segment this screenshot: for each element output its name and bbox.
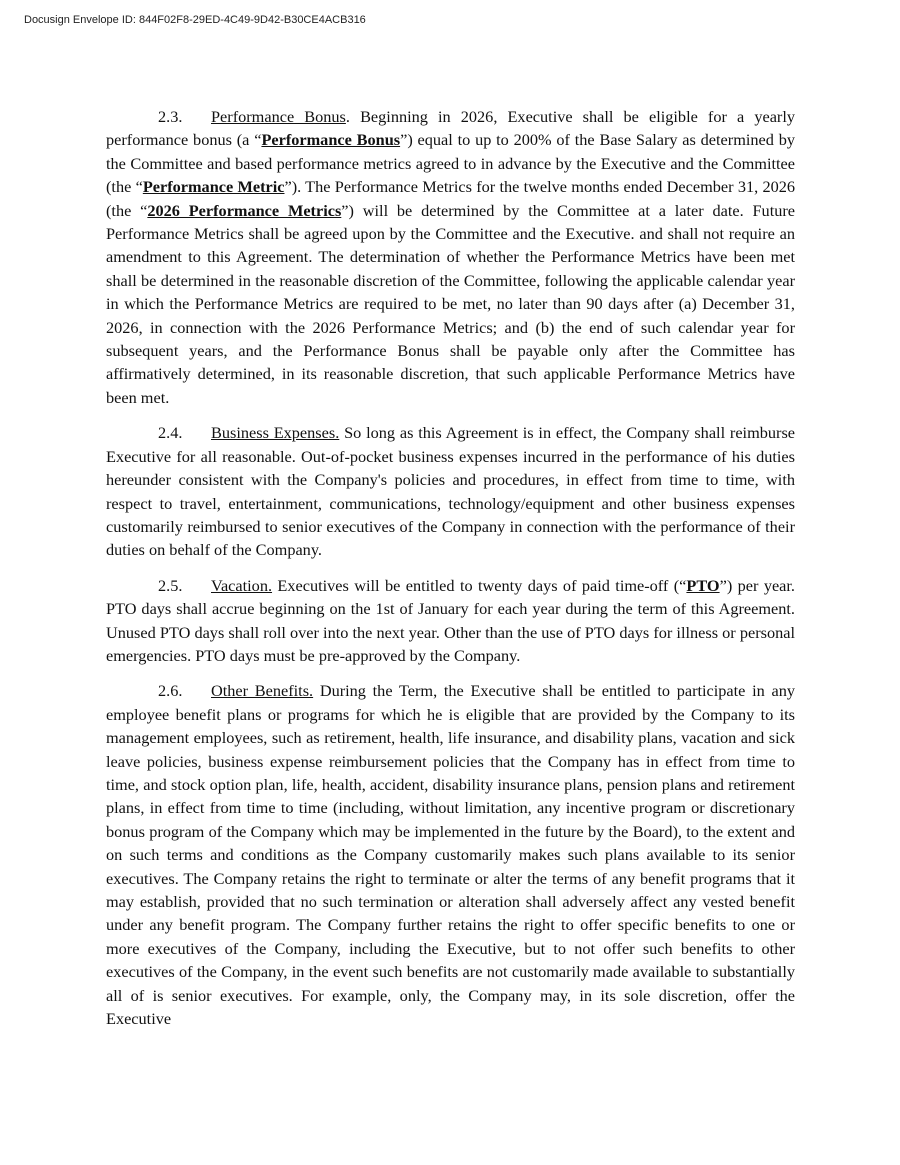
defined-term: 2026 Performance Metrics — [147, 200, 342, 220]
section-text: ”) per year. PTO days shall accrue beginning on the 1st of January for each year during the term of this Agreement. Unused PTO days shall roll over into the next year. Other than the use of PTO days for illness or personal emergencies. PTO days must be pre-approved by the Company. — [106, 575, 795, 665]
section-number: 2.6. — [158, 681, 183, 701]
section-2-4 — [106, 421, 795, 561]
document-body — [106, 105, 795, 1042]
section-heading: Other Benefits. — [211, 681, 314, 701]
section-number: 2.4. — [158, 423, 183, 443]
section-heading: Business Expenses. — [211, 423, 340, 443]
section-text: ”). The Performance Metrics for the twelve months ended December 31, 2026 (the “ — [106, 177, 796, 220]
section-text: ”) equal to up to 200% of the Base Salary as determined by the Committee and based performance metrics agreed to in advance by the Executive and the Committee (the “ — [106, 130, 795, 197]
section-text: So long as this Agreement is in effect, the Company shall reimburse Executive for all reasonable. Out-of-pocket business expenses incurred in the performance of his duties hereunder consistent with the Company's policies and procedures, in effect from time to time, with respect to travel, entertainment, communications, technology/equipment and other business expenses customarily reimbursed to senior executives of the Company in connection with the performance of their duties on behalf of the Company. — [106, 423, 796, 560]
section-2-5 — [106, 574, 795, 668]
section-text: Beginning in 2026, Executive shall be eligible for a yearly performance bonus (a “ — [106, 107, 796, 150]
section-2-3 — [106, 105, 795, 409]
section-number: 2.3. — [158, 107, 183, 126]
defined-term: Performance Metric — [142, 177, 285, 197]
defined-term: Performance Bonus — [261, 130, 401, 150]
section-text: ”) will be determined by the Committee at a later date. Future Performance Metrics shall be agreed upon by the Committee and the Executive. and shall not require an amendment to this Agreement. The determination of whether the Performance Metrics have been met shall be determined in the reasonable discretion of the Committee, following the applicable calendar year in which the Performance Metrics are required to be met, no later than 90 days after (a) December 31, 2026, in connection with the 2026 Performance Metrics; and (b) the end of such calendar year for subsequent years, and the Performance Bonus shall be payable only after the Committee has affirmatively determined, in its reasonable discretion, that such applicable Performance Metrics have been met. — [106, 200, 796, 407]
section-text: Executives will be entitled to twenty days of paid time-off (“ — [272, 575, 687, 595]
section-heading: Performance Bonus — [211, 107, 346, 126]
docusign-envelope-id: Docusign Envelope ID: 844F02F8-29ED-4C49-9D42-B30CE4ACB316 — [24, 14, 366, 26]
section-heading: Vacation. — [211, 575, 273, 595]
section-text: During the Term, the Executive shall be entitled to participate in any employee benefit plans or programs for which he is eligible that are provided by the Company to its management employees, such as retirement, health, life insurance, and disability plans, vacation and sick leave policies, business expense reimbursement policies that the Company has in effect from time to time, and stock option plan, life, health, accident, disability insurance plans, pension plans and retirement plans, in effect from time to time (including, without limitation, any incentive program or discretionary bonus program of the Company which may be implemented in the future by the Board), to the extent and on such terms and conditions as the Company customarily makes such plans available to its senior executives. The Company retains the right to terminate or alter the terms of any benefit programs that it may establish, provided that no such termination or alteration shall adversely affect any vested benefit under any benefit program. The Company further retains the right to offer specific benefits to one or more executives of the Company, including the Executive, but to not offer such benefits to other executives of the Company, in the event such benefits are not customarily made available to substantially all of is senior executives. For example, only, the Company may, in its sole discretion, offer the Executive — [106, 681, 795, 1029]
defined-term: PTO — [686, 575, 720, 595]
section-number: 2.5. — [158, 575, 183, 595]
heading-punctuation: . — [345, 107, 350, 126]
section-2-6 — [106, 679, 795, 1030]
